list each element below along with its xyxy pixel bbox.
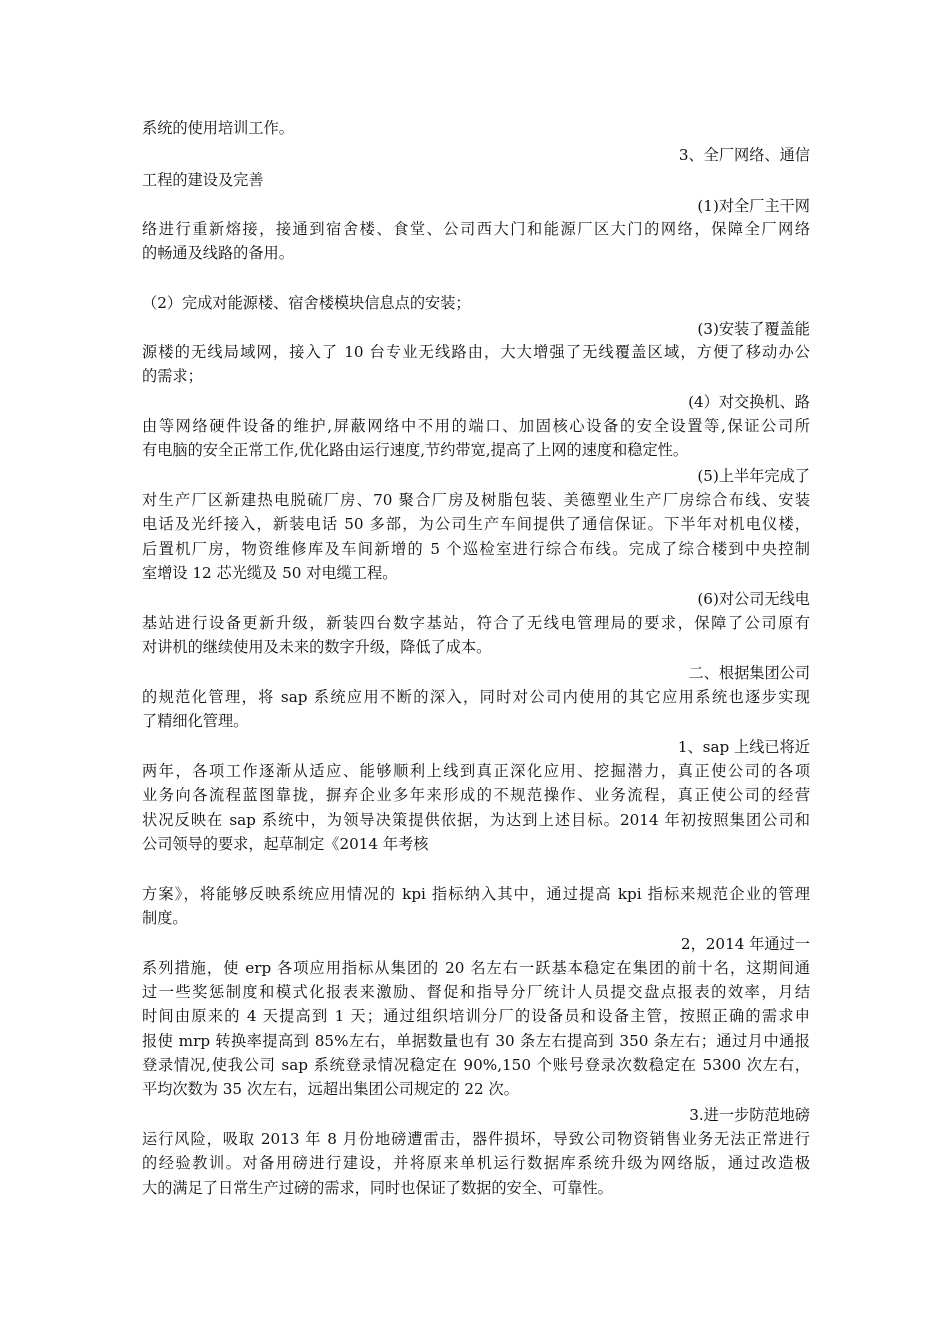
text-line: 系统的使用培训工作。 (142, 119, 294, 137)
text-line: 报使 mrp 转换率提高到 85%左右，单据数量也有 30 条左右提高到 350 条左右；通过月中通报 (142, 1032, 810, 1050)
text-line: 业务向各流程蓝图靠拢，摒弃企业多年来形成的不规范操作、业务流程，真正使公司的经营 (142, 786, 810, 804)
item-marker-sap-1: 1、sap 上线已将近 (677, 738, 810, 756)
text-line: 状况反映在 sap 系统中，为领导决策提供依据，为达到上述目标。2014 年初按照集团公司和 (142, 811, 810, 829)
text-line: 过一些奖惩制度和模式化报表来激励、督促和指导分厂统计人员提交盘点报表的效率，月结 (142, 983, 810, 1001)
text-line: 的需求； (142, 367, 203, 385)
item-marker-3: (3)安装了覆盖能 (697, 320, 810, 338)
text-line: 的规范化管理，将 sap 系统应用不断的深入，同时对公司内使用的其它应用系统也逐步实现 (142, 688, 810, 706)
text-line: 的畅通及线路的备用。 (142, 244, 294, 262)
text-line: 室增设 12 芯光缆及 50 对电缆工程。 (142, 564, 398, 582)
item-marker-5: (5)上半年完成了 (697, 467, 810, 485)
text-line: 有电脑的安全正常工作,优化路由运行速度,节约带宽,提高了上网的速度和稳定性。 (142, 441, 689, 459)
heading-section-2: 二、根据集团公司 (688, 664, 810, 682)
text-line: 后置机厂房，物资维修库及车间新增的 5 个巡检室进行综合布线。完成了综合楼到中央控制 (142, 540, 810, 558)
text-line: 运行风险，吸取 2013 年 8 月份地磅遭雷击，器件损坏，导致公司物资销售业务无法正常进行 (142, 1130, 810, 1148)
text-line: 制度。 (142, 909, 188, 927)
heading-network-construction-cont: 工程的建设及完善 (142, 171, 264, 189)
item-marker-sap-3: 3.进一步防范地磅 (689, 1106, 810, 1124)
text-line: 大的满足了日常生产过磅的需求，同时也保证了数据的安全、可靠性。 (142, 1179, 613, 1197)
heading-network-construction: 3、全厂网络、通信 (678, 146, 810, 164)
item-marker-6: (6)对公司无线电 (697, 590, 810, 608)
item-2-line: （2）完成对能源楼、宿舍楼模块信息点的安装； (142, 294, 471, 312)
text-line: 对讲机的继续使用及未来的数字升级，降低了成本。 (142, 638, 492, 656)
text-line: 络进行重新熔接，接通到宿舍楼、食堂、公司西大门和能源厂区大门的网络，保障全厂网络 (142, 220, 810, 238)
text-line: 源楼的无线局域网，接入了 10 台专业无线路由，大大增强了无线覆盖区域，方便了移动办公 (142, 343, 810, 361)
text-line: 登录情况,使我公司 sap 系统登录情况稳定在 90%,150 个账号登录次数稳定在 5300 次左右， (142, 1056, 810, 1074)
text-line: 由等网络硬件设备的维护,屏蔽网络中不用的端口、加固核心设备的安全设置等,保证公司所 (142, 417, 810, 435)
item-marker-sap-2: 2，2014 年通过一 (680, 935, 810, 953)
text-line: 时间由原来的 4 天提高到 1 天；通过组织培训分厂的设备员和设备主管，按照正确的需求申 (142, 1007, 810, 1025)
item-marker-1: (1)对全厂主干网 (697, 197, 810, 215)
text-line: 基站进行设备更新升级，新装四台数字基站，符合了无线电管理局的要求，保障了公司原有 (142, 614, 810, 632)
text-line: 了精细化管理。 (142, 712, 249, 730)
text-line: 两年，各项工作逐渐从适应、能够顺利上线到真正深化应用、挖掘潜力，真正使公司的各项 (142, 762, 810, 780)
text-line: 对生产厂区新建热电脱硫厂房、70 聚合厂房及树脂包装、美德塑业生产厂房综合布线、安装 (142, 491, 810, 509)
text-line: 公司领导的要求，起草制定《2014 年考核 (142, 835, 429, 853)
text-line: 平均次数为 35 次左右，远超出集团公司规定的 22 次。 (142, 1080, 519, 1098)
text-line: 系列措施，使 erp 各项应用指标从集团的 20 名左右一跃基本稳定在集团的前十名，这期间通 (142, 959, 810, 977)
text-line: 的经验教训。对备用磅进行建设，并将原来单机运行数据库系统升级为网络版，通过改造极 (142, 1154, 810, 1172)
item-marker-4: (4）对交换机、路 (688, 393, 810, 411)
text-line: 方案》，将能够反映系统应用情况的 kpi 指标纳入其中，通过提高 kpi 指标来规范企业的管理 (142, 885, 810, 903)
text-line: 电话及光纤接入，新装电话 50 多部，为公司生产车间提供了通信保证。下半年对机电仪楼， (142, 515, 810, 533)
